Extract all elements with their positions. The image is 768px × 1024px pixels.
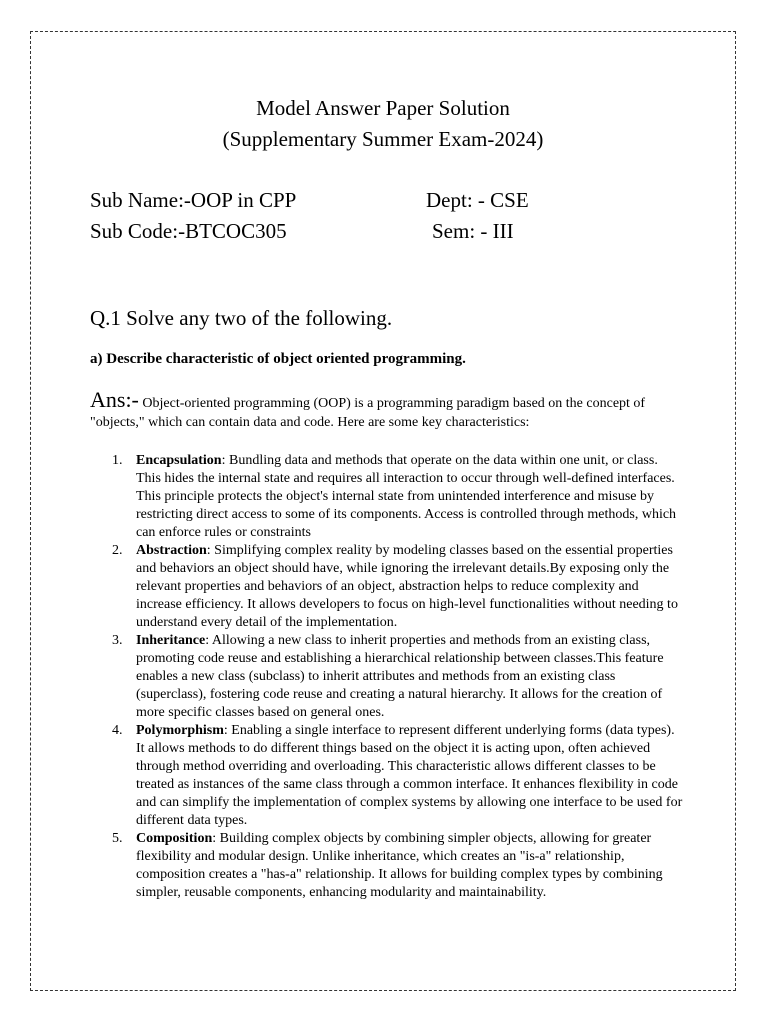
list-item-number: 1.	[112, 453, 123, 468]
answer-intro-paragraph	[90, 387, 684, 432]
list-item	[90, 542, 684, 632]
answer-intro-text: Object-oriented programming (OOP) is a programming paradigm based on the concept of "objects," which can contain data and code. Here are some key characteristics:	[90, 396, 646, 430]
list-item-term: Abstraction	[136, 543, 207, 558]
answer-paper-page	[30, 31, 736, 991]
list-item-number: 5.	[112, 831, 123, 846]
list-item-term: Inheritance	[136, 633, 206, 648]
question-part-a: a) Describe characteristic of object oriented programming.	[90, 351, 466, 367]
list-item-text: : Building complex objects by combining simpler objects, allowing for greater flexibility and modular design. Unlike inheritance, which creates an "is-a" relationship, composition creates a "has-a" relationship. It allows for building complex types by combining simpler, reusable components, enhancing modularity and maintainability.	[136, 831, 663, 900]
list-item-text: : Bundling data and methods that operate on the data within one unit, or class. This hides the internal state and requires all interaction to occur through well-defined interfaces. This principle protects the object's internal state from unintended interference and misuse by restricting direct access to some of its components. Access is controlled through methods, which can enforce rules or constraints	[136, 453, 677, 540]
list-item-text: : Enabling a single interface to represent different underlying forms (data types). It allows methods to do different things based on the object it is acting upon, often achieved through method overriding and overloading. This characteristic allows different classes to be treated as instances of the same class through a common interface. It enhances flexibility in code and can simplify the implementation of complex systems by allowing one interface to be used for different data types.	[136, 723, 683, 828]
list-item	[90, 452, 684, 542]
list-item-number: 2.	[112, 543, 123, 558]
list-item-text: : Simplifying complex reality by modeling classes based on the essential properties and behaviors an object should have, while ignoring the irrelevant details.By exposing only the relevant properties and behaviors of an object, abstraction helps to reduce complexity and increase efficiency. It allows developers to focus on high-level functionalities without needing to understand every detail of the implementation.	[136, 543, 678, 630]
exam-name: (Supplementary Summer Exam-2024)	[222, 127, 544, 151]
semester: Sem: - III	[432, 219, 514, 243]
list-item-term: Composition	[136, 831, 213, 846]
list-item	[90, 830, 684, 902]
question-heading: Q.1 Solve any two of the following.	[90, 306, 393, 330]
department: Dept: - CSE	[426, 188, 529, 212]
list-item-term: Encapsulation	[136, 453, 222, 468]
list-item-number: 4.	[112, 723, 123, 738]
list-item	[90, 632, 684, 722]
list-item-number: 3.	[112, 633, 123, 648]
characteristics-list	[90, 452, 684, 902]
subject-code: Sub Code:-BTCOC305	[90, 219, 287, 243]
answer-label: Ans:-	[90, 387, 139, 412]
paper-title: Model Answer Paper Solution	[256, 96, 510, 120]
list-item	[90, 722, 684, 830]
list-item-term: Polymorphism	[136, 723, 224, 738]
subject-name: Sub Name:-OOP in CPP	[90, 188, 297, 212]
list-item-text: : Allowing a new class to inherit properties and methods from an existing class, promoting code reuse and establishing a hierarchical relationship between classes.This feature enables a new class (subclass) to inherit attributes and methods from an existing class (superclass), fostering code reuse and creating a natural hierarchy. It allows for the creation of more specific classes based on general ones.	[136, 633, 664, 720]
